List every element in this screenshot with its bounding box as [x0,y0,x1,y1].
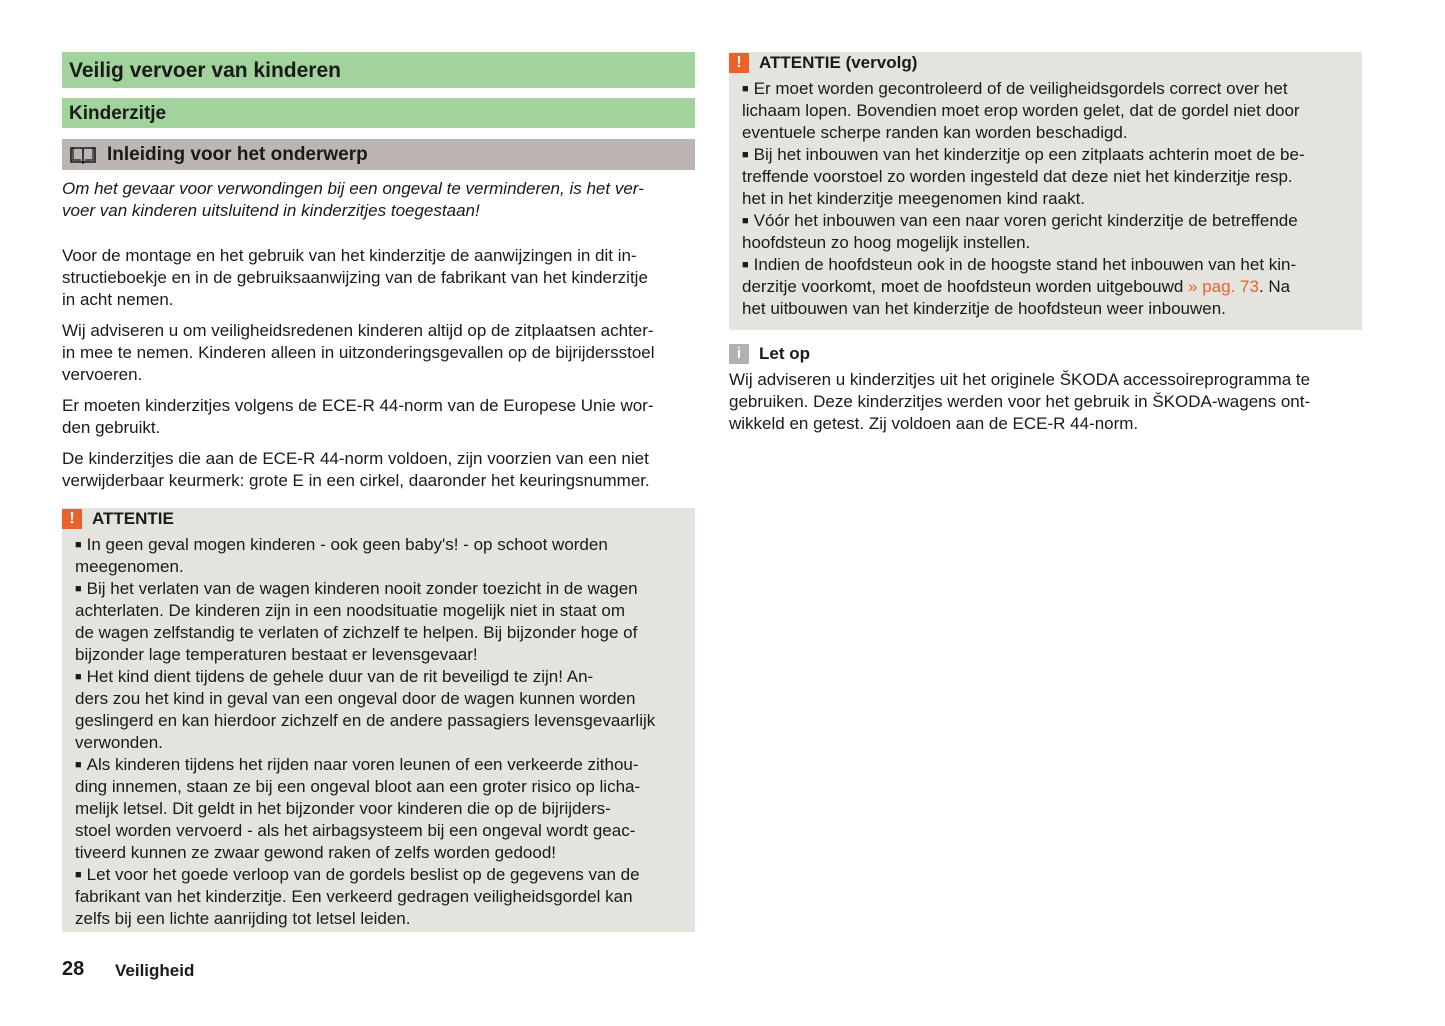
warning-item [742,210,1305,232]
text-line: lichaam lopen. Bovendien moet erop worden gelet, dat de gordel niet door [742,101,1300,120]
bullet-icon: ■ [742,259,749,271]
text-line: verwijderbaar keurmerk: grote E in een cirkel, daaronder het keuringsnummer. [62,471,650,490]
text-line: Let voor het goede verloop van de gordels beslist op de gegevens van de [86,865,640,884]
bullet-icon: ■ [75,583,82,595]
text-line [742,232,1305,254]
bullet-icon: ■ [75,759,82,771]
text-line: Om het gevaar voor verwondingen bij een ongeval te verminderen, is het ver- [62,179,644,198]
text-line [75,600,655,622]
warning-item [75,864,655,886]
text-line [742,188,1305,210]
page-number: 28 [62,958,85,980]
text-line: het in het kinderzitje meegenomen kind raakt. [742,189,1086,208]
warning-item [75,578,655,600]
text-line [75,776,655,798]
paragraph [62,245,648,311]
text-line: den gebruikt. [62,418,161,437]
text-line: De kinderzitjes die aan de ECE-R 44-norm voldoen, zijn voorzien van een niet [62,449,649,468]
text-line: wikkeld en getest. Zij voldoen aan de ECE-R 44-norm. [729,414,1139,433]
text-line: Er moeten kinderzitjes volgens de ECE-R 44-norm van de Europese Unie wor- [62,396,654,415]
warning-icon: ! [62,509,82,529]
text-line [742,122,1305,144]
text-line [75,710,655,732]
footer-section: Veiligheid [115,961,195,980]
warning-continued-box [729,52,1362,330]
text-line: achterlaten. De kinderen zijn in een noodsituatie mogelijk niet in staat om [75,601,625,620]
text-line: geslingerd en kan hierdoor zichzelf en de andere passagiers levensgevaarlijk [75,711,656,730]
warning-header [62,508,174,530]
text-line [75,644,655,666]
page-link[interactable]: » pag. 73 [1188,277,1259,296]
topic-header [62,139,695,170]
bullet-icon: ■ [75,869,82,881]
warning-title: ATTENTIE (vervolg) [759,53,918,72]
section-title: Kinderzitje [62,98,695,128]
intro-text [62,178,644,222]
paragraph [62,395,654,439]
warning-item [742,144,1305,166]
text-line: stoel worden vervoerd - als het airbagsysteem bij een ongeval wordt geac- [75,821,636,840]
text-line [75,886,655,908]
text-line: zelfs bij een lichte aanrijding tot letsel leiden. [75,909,411,928]
text-line: Bij het inbouwen van het kinderzitje op een zitplaats achterin moet de be- [753,145,1305,164]
text-line [742,166,1305,188]
text-line: Voor de montage en het gebruik van het kinderzitje de aanwijzingen in dit in- [62,246,637,265]
paragraph [62,448,650,492]
text-line [75,842,655,864]
text-line: ding innemen, staan ze bij een ongeval bloot aan een groter risico op licha- [75,777,641,796]
text-line [75,732,655,754]
text-line: in acht nemen. [62,290,174,309]
text-line: Bij het verlaten van de wagen kinderen nooit zonder toezicht in de wagen [86,579,638,598]
warning-items: ■ Er moet worden gecontroleerd of de veiligheidsgordels correct over het lichaam lopen. Bovendien moet erop worden gelet, dat de gordel niet door eventuele scherpe randen kan worden beschadigd. ■ Bij het inbouwen van het kinderzitje op een zitplaats achterin moet de be- treffende voorstoel zo worden ingesteld dat deze niet het kinderzitje resp. het in het kinderzitje meegenomen kind raakt. ■ Vóór het inbouwen van een naar voren gericht kinderzitje de betreffende hoofdsteun zo hoog mogelijk instellen. ■ Indien de hoofdsteun ook in de hoogste stand het inbouwen van het kin- derzitje voorkomt, moet de hoofdsteun worden uitgebouwd » pag. 73. Na het uitbouwen van het kinderzitje de hoofdsteun weer inbouwen. [742,79,1305,318]
text-line [75,820,655,842]
info-icon: i [729,344,749,364]
warning-icon: ! [729,53,749,73]
text-line: melijk letsel. Dit geldt in het bijzonder voor kinderen die op de bijrijders- [75,799,611,818]
text-line: de wagen zelfstandig te verlaten of zichzelf te helpen. Bij bijzonder hoge of [75,623,638,642]
text-line [75,908,655,930]
text-line: bijzonder lage temperaturen bestaat er levensgevaar! [75,645,478,664]
text-line: voer van kinderen uitsluitend in kinderzitjes toegestaan! [62,201,480,220]
bullet-icon: ■ [742,149,749,161]
warning-item: ■ Indien de hoofdsteun ook in de hoogste stand het inbouwen van het kin- [742,255,1297,274]
paragraph [62,320,655,386]
text-line [75,798,655,820]
text-line [75,688,655,710]
note-header [729,343,810,365]
warning-item [742,78,1305,100]
warning-item [75,534,655,556]
text-line: verwonden. [75,733,163,752]
note-text [729,369,1310,435]
text-line: eventuele scherpe randen kan worden beschadigd. [742,123,1128,142]
text-line: Vóór het inbouwen van een naar voren gericht kinderzitje de betreffende [753,211,1298,230]
warning-item [75,666,655,688]
text-line: In geen geval mogen kinderen - ook geen baby's! - op schoot worden [86,535,608,554]
text-line: tiveerd kunnen ze zwaar gewond raken of zelfs worden gedood! [75,843,557,862]
bullet-icon: ■ [75,539,82,551]
text-line: vervoeren. [62,365,143,384]
text-line [742,100,1305,122]
text-line: meegenomen. [75,557,184,576]
chapter-title: Veilig vervoer van kinderen [62,52,695,88]
text-line: in mee te nemen. Kinderen alleen in uitzonderingsgevallen op de bijrijdersstoel [62,343,655,362]
text-line: hoofdsteun zo hoog mogelijk instellen. [742,233,1031,252]
text-line: Wij adviseren u om veiligheidsredenen kinderen altijd op de zitplaatsen achter- [62,321,654,340]
warning-items [75,534,655,930]
text-line: treffende voorstoel zo worden ingesteld dat deze niet het kinderzitje resp. [742,167,1293,186]
warning-box [62,508,695,932]
warning-title: ATTENTIE [92,509,174,528]
text-line: Wij adviseren u kinderzitjes uit het originele ŠKODA accessoireprogramma te [729,370,1311,389]
bullet-icon: ■ [75,671,82,683]
bullet-icon: ■ [742,215,749,227]
warning-header [729,52,917,74]
bullet-icon: ■ [742,83,749,95]
text-line [75,622,655,644]
text-line [75,556,655,578]
topic-title: Inleiding voor het onderwerp [107,144,368,165]
text-line: ders zou het kind in geval van een ongeval door de wagen kunnen worden [75,689,636,708]
note-title: Let op [759,344,810,363]
text-line: fabrikant van het kinderzitje. Een verkeerd gedragen veiligheidsgordel kan [75,887,633,906]
text-line: Er moet worden gecontroleerd of de veiligheidsgordels correct over het [753,79,1288,98]
text-line: Als kinderen tijdens het rijden naar voren leunen of een verkeerde zithou- [86,755,639,774]
book-icon [69,146,97,164]
text-line: Het kind dient tijdens de gehele duur van de rit beveiligd te zijn! An- [86,667,594,686]
text-line: structieboekje en in de gebruiksaanwijzing van de fabrikant van het kinderzitje [62,268,648,287]
warning-item [75,754,655,776]
text-line: gebruiken. Deze kinderzitjes werden voor het gebruik in ŠKODA-wagens ont- [729,392,1311,411]
